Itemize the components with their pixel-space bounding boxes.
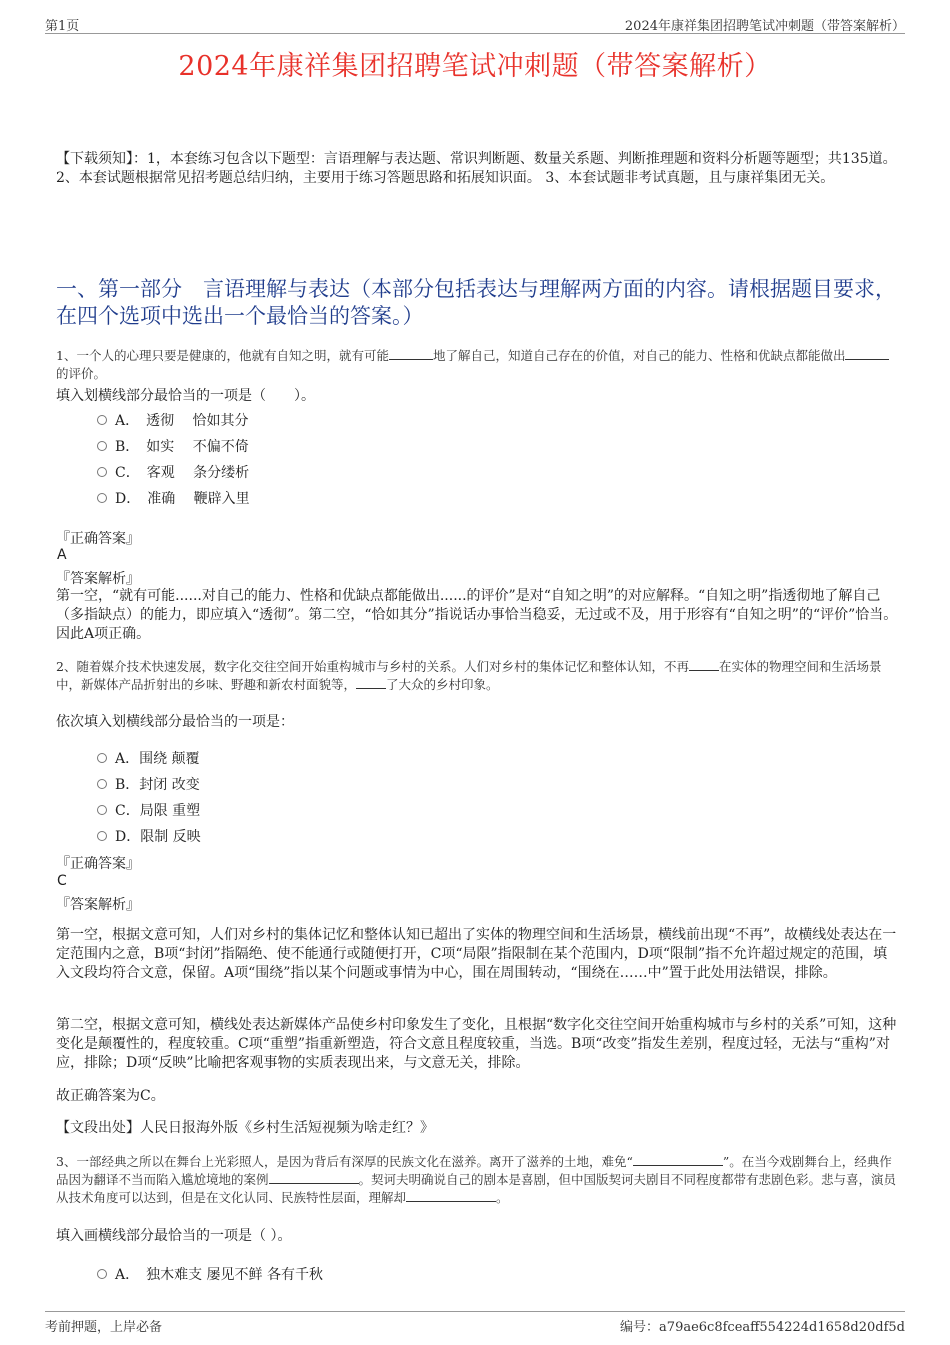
q2-analysis-para-2: 第二空，根据文意可知，横线处表达新媒体产品使乡村印象发生了变化，且根据“数字化交往空间开始重构城市与乡村的关系”可知，这种变化是颠覆性的，程度较重。C项“重塑”指重新塑造，符合文意且程度较重，当选。B项“改变”指发生差别，程度过轻，无法与“重构”对应，排除；D项“反映”比喻把客观事物的实质表现出来，与文意无关，排除。: [56, 1017, 897, 1071]
document-title: 2024年康祥集团招聘笔试冲刺题（带答案解析）: [178, 51, 772, 82]
q1-analysis-label: 『答案解析』: [56, 571, 140, 587]
blank-line: [389, 347, 433, 360]
q2-analysis-label: 『答案解析』: [56, 897, 140, 913]
footer-slogan: 考前押题，上岸必备: [45, 1320, 163, 1335]
blank-line: [269, 1171, 359, 1184]
blank-line: [633, 1153, 723, 1166]
question-1-stem: 1、一个人的心理只要是健康的，他就有自知之明，就有可能 地了解自己，知道自己存在的价值，对自己的能力、性格和优缺点都能做出的评价。: [56, 347, 901, 383]
q2-option-d[interactable]: D．限制 反映: [97, 826, 201, 846]
footer-doc-id: 编号：a79ae6c8fceaff554224d1658d20df5d: [620, 1320, 905, 1335]
q1-answer-label: 『正确答案』: [56, 531, 140, 547]
radio-icon[interactable]: [97, 493, 107, 503]
question-1-prompt: 填入划横线部分最恰当的一项是（ ）。: [56, 388, 315, 404]
download-notice: 【下载须知】：1，本套练习包含以下题型：言语理解与表达题、常识判断题、数量关系题、判断推理题和资料分析题等题型；共135道。 2、本套试题根据常见招考题总结归纳，主要用于练习答题思路和拓展知识面。 3、本套试题非考试真题，且与康祥集团无关。: [56, 151, 897, 186]
q3-option-a[interactable]: A． 独木难支 屡见不鲜 各有千秋: [97, 1264, 323, 1284]
running-header-title: 2024年康祥集团招聘笔试冲刺题（带答案解析）: [624, 19, 905, 34]
q1-option-b[interactable]: B． 如实 不偏不倚: [97, 436, 249, 456]
q2-conclusion: 故正确答案为C。: [56, 1088, 165, 1104]
question-2-prompt: 依次填入划横线部分最恰当的一项是：: [56, 714, 294, 730]
header-divider: [45, 33, 905, 34]
q2-answer-label: 『正确答案』: [56, 856, 140, 872]
question-3-stem: 3、一部经典之所以在舞台上光彩照人，是因为背后有深厚的民族文化在滋养。离开了滋养的土地，难免“ ”。在当今戏剧舞台上，经典作品因为翻译不当而陷入尴尬境地的案例 。契诃夫明确说自己的剧本是喜剧，但中国版契诃夫剧目不同程度都带有悲剧色彩。悲与喜，演员从技术角度可以达到，但是在文化认同、民族特性层面，理解却 。: [56, 1154, 897, 1205]
blank-line: [845, 347, 889, 360]
q2-option-a[interactable]: A．围绕 颠覆: [97, 748, 200, 768]
section-title: 一、第一部分 言语理解与表达（本部分包括表达与理解两方面的内容。请根据题目要求，在四个选项中选出一个最恰当的答案。）: [56, 277, 896, 328]
q1-answer: A: [57, 547, 67, 563]
footer-divider: [45, 1311, 905, 1312]
q2-source: 【文段出处】人民日报海外版《乡村生活短视频为啥走红？》: [56, 1120, 434, 1136]
question-3-prompt: 填入画横线部分最恰当的一项是（ ）。: [56, 1228, 292, 1244]
radio-icon[interactable]: [97, 753, 107, 763]
q2-answer: C: [57, 873, 67, 889]
q1-analysis: 第一空，“就有可能......对自己的能力、性格和优缺点都能做出......的评价”是对“自知之明”的对应解释。“自知之明”指透彻地了解自己（多指缺点）的能力，即应填入“透彻”。第二空，“恰如其分”指说话办事恰当稳妥，无过或不及，用于形容有“自知之明”的“评价”恰当。因此A项正确。: [56, 588, 898, 642]
blank-line: [406, 1189, 496, 1202]
radio-icon[interactable]: [97, 831, 107, 841]
radio-icon[interactable]: [97, 805, 107, 815]
radio-icon[interactable]: [97, 779, 107, 789]
q1-option-a[interactable]: A． 透彻 恰如其分: [97, 410, 249, 430]
question-2-stem: 2、随着媒介技术快速发展，数字化交往空间开始重构城市与乡村的关系。人们对乡村的集体记忆和整体认知，不再 在实体的物理空间和生活场景中，新媒体产品折射出的乡味、野趣和新农村面貌等， 了大众的乡村印象。: [56, 659, 882, 692]
page-number: 第1页: [45, 19, 80, 34]
q2-option-b[interactable]: B．封闭 改变: [97, 774, 200, 794]
radio-icon[interactable]: [97, 441, 107, 451]
q1-option-c[interactable]: C． 客观 条分缕析: [97, 462, 249, 482]
blank-line: [356, 676, 386, 689]
radio-icon[interactable]: [97, 415, 107, 425]
q2-analysis-para-1: 第一空，根据文意可知，人们对乡村的集体记忆和整体认知已超出了实体的物理空间和生活场景，横线前出现“不再”，故横线处表达在一定范围内之意，B项“封闭”指隔绝、使不能通行或随便打开，C项“局限”指限制在某个范围内，D项“限制”指不允许超过规定的范围，填入文段均符合文意，保留。A项“围绕”指以某个问题或事情为中心，围在周围转动，“围绕在……中”置于此处用法错误，排除。: [56, 927, 897, 981]
radio-icon[interactable]: [97, 467, 107, 477]
q2-option-c[interactable]: C．局限 重塑: [97, 800, 200, 820]
q1-option-d[interactable]: D． 准确 鞭辟入里: [97, 488, 250, 508]
radio-icon[interactable]: [97, 1269, 107, 1279]
blank-line: [689, 658, 719, 671]
